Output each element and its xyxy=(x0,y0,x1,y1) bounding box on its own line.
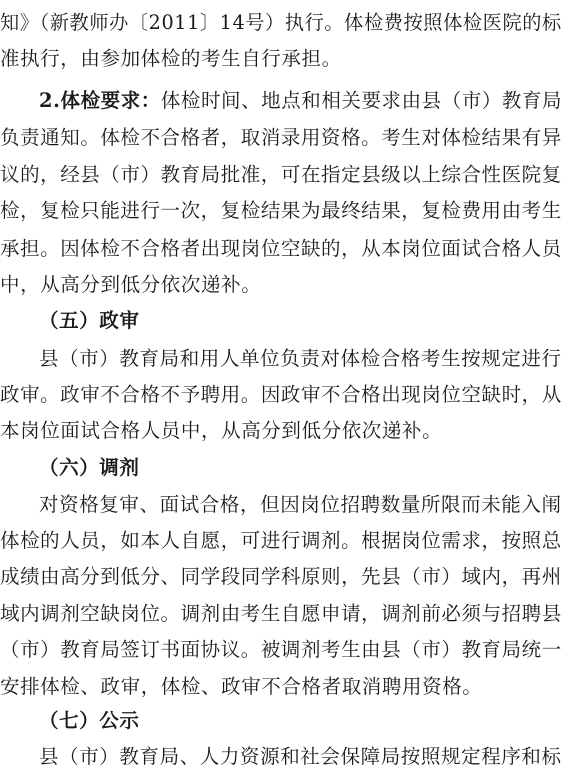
text-line: 中，从高分到低分依次递补。 xyxy=(0,273,262,296)
text-line: 政审。政审不合格不予聘用。因政审不合格出现岗位空缺时，从 xyxy=(0,383,562,406)
text-line: 安排体检、政审，体检、政审不合格者取消聘用资格。 xyxy=(0,675,483,698)
section-heading-adjustment: （六）调剂 xyxy=(39,456,140,479)
text-line: 准执行，由参加体检的考生自行承担。 xyxy=(0,47,342,70)
text-line: 负责通知。体检不合格者，取消录用资格。考生对体检结果有异 xyxy=(0,126,562,149)
text-line: 知》（新教师办〔2011〕14号）执行。体检费按照体检医院的标 xyxy=(0,11,562,34)
text-line: 对资格复审、面试合格，但因岗位招聘数量所限而未能入闱 xyxy=(39,493,562,516)
text-line: 域内调剂空缺岗位。调剂由考生自愿申请，调剂前必须与招聘县 xyxy=(0,602,562,625)
text-line: 承担。因体检不合格者出现岗位空缺的，从本岗位面试合格人员 xyxy=(0,237,562,260)
text-line: 县（市）教育局、人力资源和社会保障局按照规定程序和标 xyxy=(39,745,562,768)
text-line: （市）教育局签订书面协议。被调剂考生由县（市）教育局统一 xyxy=(0,638,562,661)
text-line xyxy=(39,86,562,116)
requirement-text: 体检时间、地点和相关要求由县（市）教育局 xyxy=(160,89,563,112)
section-heading-political-review: （五）政审 xyxy=(39,309,140,332)
requirement-label: 2.体检要求： xyxy=(39,89,161,112)
text-line: 议的，经县（市）教育局批准，可在指定县级以上综合性医院复 xyxy=(0,163,562,186)
text-line: 县（市）教育局和用人单位负责对体检合格考生按规定进行 xyxy=(39,347,562,370)
text-line: 成绩由高分到低分、同学段同学科原则，先县（市）域内，再州 xyxy=(0,565,562,588)
text-line: 检，复检只能进行一次，复检结果为最终结果，复检费用由考生 xyxy=(0,199,562,222)
text-line: 本岗位面试合格人员中，从高分到低分依次递补。 xyxy=(0,419,443,442)
section-heading-publicity: （七）公示 xyxy=(39,709,140,732)
text-line: 体检的人员，如本人自愿，可进行调剂。根据岗位需求，按照总 xyxy=(0,529,562,552)
